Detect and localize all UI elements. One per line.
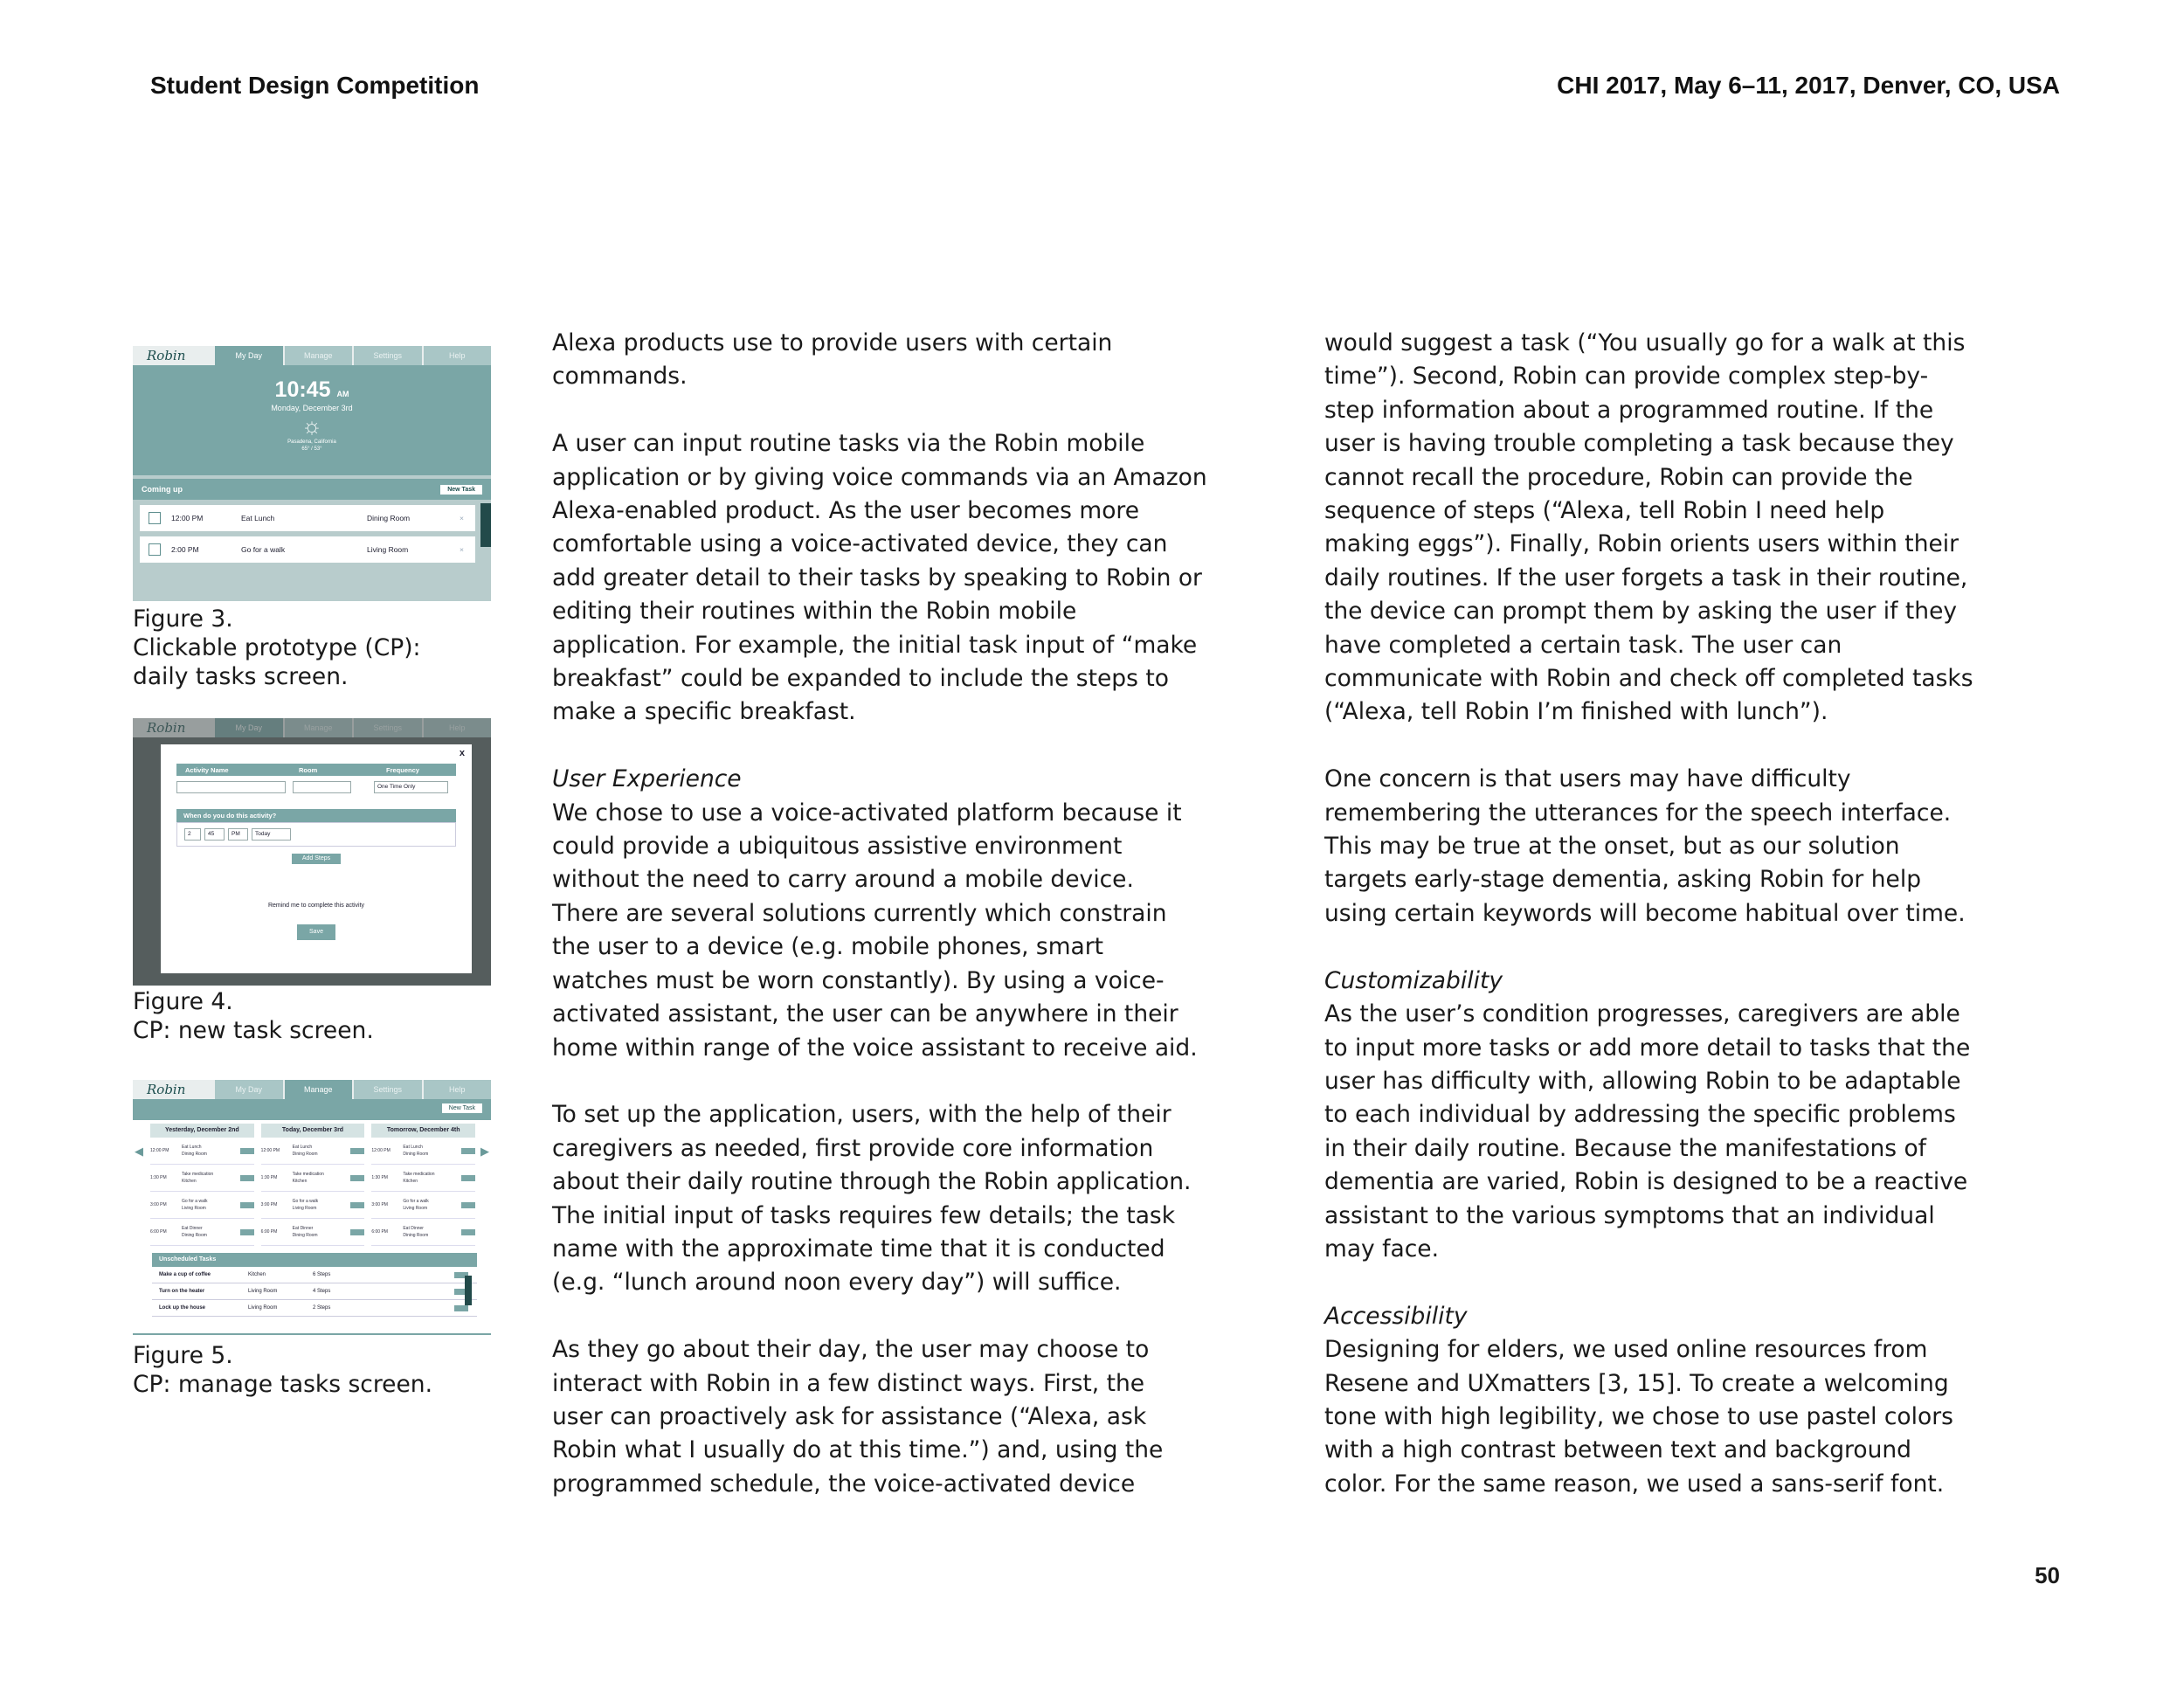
new-task-button[interactable]: New Task <box>442 1103 482 1113</box>
frequency-select[interactable]: One Time Only <box>374 781 448 793</box>
save-button[interactable]: Save <box>297 924 335 940</box>
edit-button[interactable] <box>240 1148 254 1154</box>
tab-manage[interactable]: Manage <box>285 718 353 737</box>
day-column <box>368 1124 479 1246</box>
section-heading: User Experience <box>552 765 742 793</box>
section-heading: Customizability <box>1324 966 1503 994</box>
remind-toggle[interactable]: Remind me to complete this activity <box>267 903 365 909</box>
list-item[interactable]: 12:00 PM Eat Lunch Dining Room <box>261 1138 365 1165</box>
list-item[interactable]: 6:00 PM Eat Dinner Dining Room <box>261 1219 365 1246</box>
day-title: Tomorrow, December 4th <box>371 1124 475 1138</box>
task-room: Living Room <box>367 545 409 554</box>
hour-select[interactable]: 2 <box>184 828 201 841</box>
paragraph: One concern is that users may have difficulty remembering the utterances for the speech interface. This may be true at the onset, but as our solution targets early-stage dementia, asking Robin for help using certain keywords will become habitual over time. <box>1324 765 1966 927</box>
task-time: 2:00 PM <box>171 545 199 554</box>
figure-3-daily-tasks-screen <box>133 346 491 601</box>
edit-button[interactable] <box>461 1148 475 1154</box>
table-row[interactable]: Turn on the heater Living Room 4 Steps <box>152 1283 477 1300</box>
list-item[interactable]: 12:00 PM Eat Lunch Dining Room <box>150 1138 254 1165</box>
paragraph: Alexa products use to provide users with certain commands. <box>552 329 1113 391</box>
field-labels <box>176 764 456 776</box>
app-nav-bar <box>133 1080 491 1099</box>
edit-button[interactable] <box>350 1175 364 1181</box>
chevron-left-icon[interactable]: ◀ <box>135 1145 143 1158</box>
clock-time: 10:45 AM <box>274 377 349 402</box>
list-item[interactable]: 1:30 PM Take medication Kitchen <box>261 1165 365 1192</box>
list-item[interactable]: 6:00 PM Eat Dinner Dining Room <box>371 1219 475 1246</box>
running-header-right: CHI 2017, May 6–11, 2017, Denver, CO, USA <box>1557 72 2060 99</box>
edit-button[interactable] <box>350 1202 364 1208</box>
task-room: Dining Room <box>367 514 411 522</box>
tab-manage[interactable]: Manage <box>285 346 353 365</box>
edit-button[interactable] <box>240 1229 254 1235</box>
robin-logo: Robin <box>147 348 186 363</box>
new-task-button[interactable]: New Task <box>440 485 482 495</box>
tab-my-day[interactable]: My Day <box>215 346 283 365</box>
time-question: When do you do this activity? <box>176 809 456 822</box>
paragraph: As the user’s condition progresses, caregivers are able to input more tasks or add more detail to tasks that the user has difficulty with, allowing Robin to be adaptable to each individual by addressing the specific problems in their daily routine. Because the manifestations of dementia are varied, Robin is designed to be a reactive assistant to the various symptoms that an individual may face. <box>1324 1000 1971 1263</box>
activity-name-input[interactable] <box>176 781 286 793</box>
list-item[interactable]: 6:00 PM Eat Dinner Dining Room <box>150 1219 254 1246</box>
day-columns <box>147 1124 479 1246</box>
sun-icon: ☼ <box>301 412 322 439</box>
clock-panel <box>133 365 491 475</box>
tab-settings[interactable]: Settings <box>354 1080 422 1099</box>
edit-button[interactable] <box>454 1305 468 1311</box>
manage-bar <box>133 1099 491 1120</box>
list-item[interactable]: 1:30 PM Take medication Kitchen <box>371 1165 475 1192</box>
ampm-select[interactable]: PM <box>228 828 248 841</box>
day-title: Today, December 3rd <box>261 1124 365 1138</box>
new-task-modal <box>161 744 472 973</box>
time-row <box>176 822 456 847</box>
close-icon[interactable]: × <box>460 545 464 554</box>
list-item[interactable]: 1:30 PM Take medication Kitchen <box>150 1165 254 1192</box>
frequency-label: Frequency <box>386 765 419 774</box>
day-select[interactable]: Today <box>252 828 291 841</box>
page-number: 50 <box>2035 1562 2060 1588</box>
body-column-middle <box>552 327 1251 1501</box>
task-row[interactable] <box>140 536 475 563</box>
app-nav-bar <box>133 718 491 737</box>
tab-my-day[interactable]: My Day <box>215 1080 283 1099</box>
task-row[interactable] <box>140 505 475 531</box>
robin-logo: Robin <box>147 720 186 736</box>
robin-logo: Robin <box>147 1082 186 1097</box>
tab-settings[interactable]: Settings <box>354 346 422 365</box>
task-checkbox[interactable] <box>149 543 161 556</box>
list-item[interactable]: 3:00 PM Go for a walk Living Room <box>150 1192 254 1219</box>
edit-button[interactable] <box>240 1175 254 1181</box>
chevron-right-icon[interactable]: ▶ <box>480 1145 489 1158</box>
list-item[interactable]: 3:00 PM Go for a walk Living Room <box>261 1192 365 1219</box>
add-steps-button[interactable]: Add Steps <box>292 854 341 864</box>
paragraph: Designing for elders, we used online resources from Resene and UXmatters [3, 15]. To create a welcoming tone with high legibility, we chose to use pastel colors with a high contrast between text and background color. For the same reason, we used a sans-serif font. <box>1324 1336 1953 1498</box>
section-heading: Accessibility <box>1324 1302 1468 1330</box>
list-item[interactable]: 3:00 PM Go for a walk Living Room <box>371 1192 475 1219</box>
tab-manage[interactable]: Manage <box>285 1080 353 1099</box>
scrollbar[interactable] <box>465 1276 472 1305</box>
scrollbar[interactable] <box>480 503 491 547</box>
edit-button[interactable] <box>350 1148 364 1154</box>
close-icon[interactable]: x <box>459 748 465 758</box>
figure-3-caption: Figure 3. Clickable prototype (CP): daily tasks screen. <box>133 605 421 690</box>
app-nav-bar <box>133 346 491 365</box>
task-name: Go for a walk <box>241 545 286 554</box>
table-row[interactable]: Make a cup of coffee Kitchen 6 Steps <box>152 1267 477 1283</box>
tab-settings[interactable]: Settings <box>354 718 422 737</box>
room-select[interactable] <box>293 781 351 793</box>
paragraph: would suggest a task (“You usually go for a walk at this time”). Second, Robin can provide complex step-by- step information about a programmed routine. If the user is having trouble completing a task because they cannot recall the procedure, Robin can provide the sequence of steps (“Alexa, tell Robin I need help making eggs”). Finally, Robin orients users within their daily routines. If the user forgets a task in their routine, the device can prompt them by asking the user if they have completed a certain task. The user can communicate with Robin and check off completed tasks (“Alexa, tell Robin I’m finished with lunch”). <box>1324 329 1973 726</box>
task-time: 12:00 PM <box>171 514 204 522</box>
edit-button[interactable] <box>350 1229 364 1235</box>
task-checkbox[interactable] <box>149 512 161 524</box>
day-column <box>147 1124 258 1246</box>
paragraph: As they go about their day, the user may choose to interact with Robin in a few distinct ways. First, the user can proactively ask for assistance (“Alexa, ask Robin what I usually do at this time.”) and, using the programmed schedule, the voice-activated device <box>552 1336 1164 1498</box>
running-header-left: Student Design Competition <box>150 72 480 99</box>
edit-button[interactable] <box>461 1229 475 1235</box>
tab-help[interactable]: Help <box>424 346 492 365</box>
figure-4-caption: Figure 4. CP: new task screen. <box>133 988 374 1044</box>
close-icon[interactable]: × <box>460 514 464 522</box>
edit-button[interactable] <box>240 1202 254 1208</box>
coming-up-bar <box>133 479 491 500</box>
clock-date: Monday, December 3rd <box>271 404 353 412</box>
tab-help[interactable]: Help <box>424 718 492 737</box>
day-title: Yesterday, December 2nd <box>150 1124 254 1138</box>
figure-5-manage-tasks-screen <box>133 1080 491 1335</box>
edit-button[interactable] <box>461 1175 475 1181</box>
tab-help[interactable]: Help <box>424 1080 492 1099</box>
figure-4-new-task-screen <box>133 718 491 986</box>
weather-temps: 65° / 53° <box>301 446 322 452</box>
edit-button[interactable] <box>461 1202 475 1208</box>
tab-my-day[interactable]: My Day <box>215 718 283 737</box>
day-column <box>258 1124 369 1246</box>
unscheduled-tasks-title: Unscheduled Tasks <box>152 1253 477 1267</box>
activity-name-label: Activity Name <box>185 765 229 774</box>
figure-5-caption: Figure 5. CP: manage tasks screen. <box>133 1342 432 1398</box>
body-column-right <box>1324 327 2041 1501</box>
paragraph: A user can input routine tasks via the Robin mobile application or by giving voice commands via an Amazon Alexa-enabled product. As the user becomes more comfortable using a voice-activated device, they can add greater detail to their tasks by speaking to Robin or editing their routines within the Robin mobile application. For example, the initial task input of “make breakfast” could be expanded to include the steps to make a specific breakfast. <box>552 430 1207 726</box>
task-name: Eat Lunch <box>241 514 275 522</box>
coming-up-label: Coming up <box>142 485 183 494</box>
paragraph: To set up the application, users, with the help of their caregivers as needed, first provide core information about their daily routine through the Robin application. The initial input of tasks requires few details; the task name with the approximate time that it is conducted (e.g. “lunch around noon every day”) will suffice. <box>552 1101 1192 1297</box>
weather-location: Pasadena, California <box>287 439 336 445</box>
field-inputs <box>176 781 456 793</box>
paragraph: We chose to use a voice-activated platform because it could provide a ubiquitous assistive environment without the need to carry around a mobile device. There are several solutions currently which constrain the user to a device (e.g. mobile phones, smart watches must be worn constantly). By using a voice- activated assistant, the user can be anywhere in their home within range of the voice assistant to receive aid. <box>552 799 1198 1062</box>
table-row[interactable]: Lock up the house Living Room 2 Steps <box>152 1300 477 1317</box>
list-item[interactable]: 12:00 PM Eat Lunch Dining Room <box>371 1138 475 1165</box>
room-label: Room <box>299 765 318 774</box>
minute-select[interactable]: 45 <box>204 828 225 841</box>
